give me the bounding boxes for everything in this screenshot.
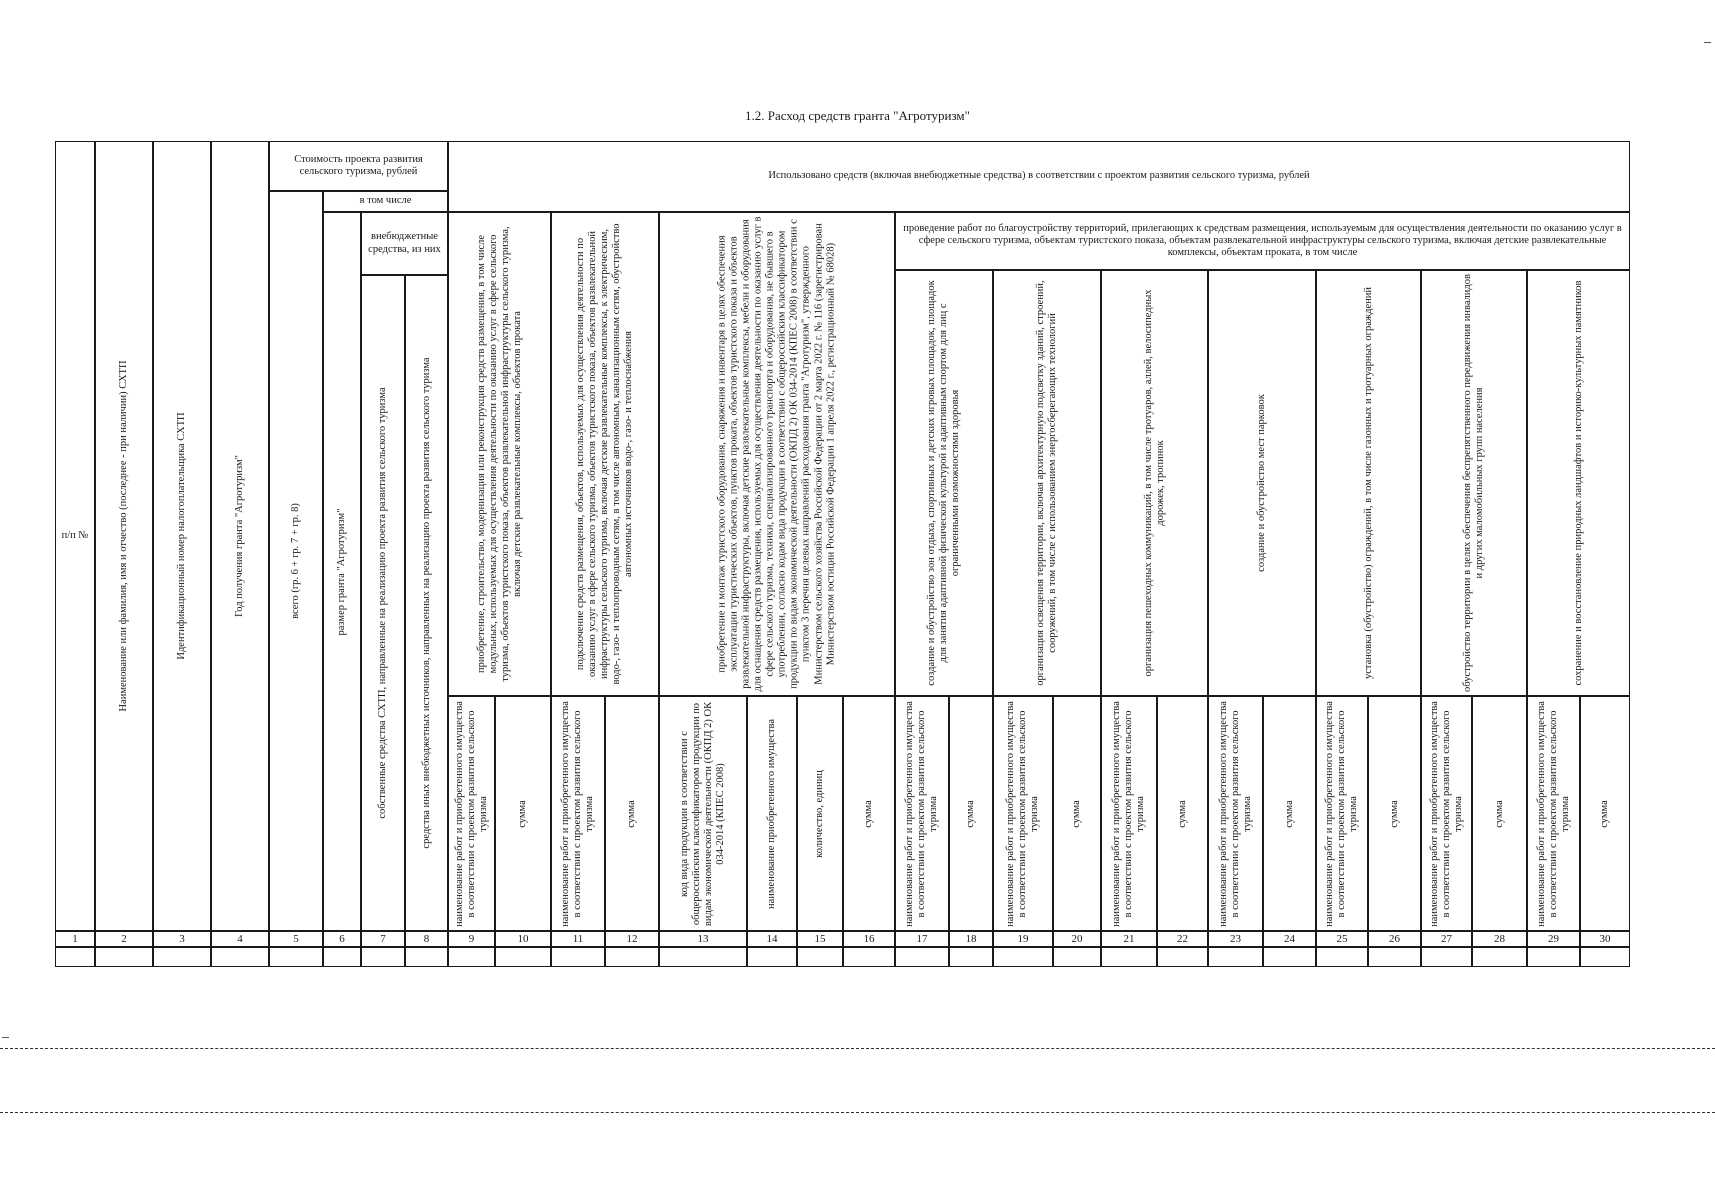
- column-number: 8: [405, 931, 448, 947]
- cell-text: Год получения гранта "Агротуризм": [233, 455, 245, 617]
- header-group-29: [1527, 270, 1630, 696]
- data-cell: [843, 947, 895, 967]
- column-number: 7: [361, 931, 405, 947]
- header-col-17: [895, 696, 949, 931]
- header-col-19: [993, 696, 1053, 931]
- cell-text: установка (обустройство) ограждений, в том числе газонных и тротуарных ограждений: [1362, 287, 1374, 679]
- header-col-9: [448, 696, 495, 931]
- cell-text: Идентификационный номер налогоплательщика СХТП: [175, 412, 187, 660]
- header-col-24: [1263, 696, 1316, 931]
- cell-text: количество, единиц: [813, 769, 825, 858]
- data-cell: [659, 947, 747, 967]
- cell-text: организация пешеходных коммуникаций, в том числе тротуаров, аллей, велосипедных дорожек, тропинок: [1142, 289, 1166, 677]
- data-cell: [993, 947, 1053, 967]
- column-number: 26: [1368, 931, 1421, 947]
- cell-text: наименование работ и приобретенного имущества в соответствии с проектом развития сельского туризма: [559, 700, 596, 927]
- cell-text: Наименование или фамилия, имя и отчество (последнее - при наличии) СХТП: [117, 360, 129, 712]
- cell-text: организация освещения территории, включая архитектурную подсветку зданий, строений, сооружений, в том числе с использованием энергосберегающих технологий: [1034, 280, 1058, 686]
- header-group-23: [1208, 270, 1316, 696]
- column-number: 13: [659, 931, 747, 947]
- cell-text: приобретение и монтаж туристского оборудования, снаряжения и инвентаря в целях обеспечения эксплуатации туристических объектов, пунктов проката, объектов туристского показа и объектов развлекательной инфраструктуры, включая детские развлекательные комплексы, мебели и оборудования для оснащения средств размещения, используемых для осуществления деятельности по оказанию услуг в сфере сельского туризма, техники, специализированного транспорта и оборудования, не бывшего в употреблении, согласно кодам вида продукции в соответствии с общероссийским классификатором продукции по видам экономической деятельности (ОКПД 2) ОК 034-2014 (КПЕС 2008) в соответствии с пунктом 3 перечня целевых направлений расходования гранта "Агротуризм", утвержденного Министерством сельского хозяйства Российской Федерации от 2 марта 2022 г. № 116 (зарегистрирован Министерством юстиции Российской Федерации 1 апреля 2022 г., регистрационный № 68028): [716, 216, 837, 692]
- scan-artifact-mark: [2, 1037, 9, 1038]
- header-group-21: [1101, 270, 1208, 696]
- table-title: 1.2. Расход средств гранта "Агротуризм": [745, 108, 970, 123]
- header-col-22: [1157, 696, 1208, 931]
- data-cell: [361, 947, 405, 967]
- column-number: 18: [949, 931, 993, 947]
- cell-text: код вида продукции в соответствии с общероссийским классификатором продукции по видам экономической деятельности (ОКПД 2) ОК 034-2014 (КПЕС 2008): [678, 701, 727, 926]
- data-cell: [211, 947, 269, 967]
- header-col-10: [495, 696, 551, 931]
- column-number: 24: [1263, 931, 1316, 947]
- data-cell: [448, 947, 495, 967]
- header-group-13: [659, 212, 895, 696]
- data-cell: [323, 947, 361, 967]
- header-col-26: [1368, 696, 1421, 931]
- cell-text: приобретение, строительство, модернизация или реконструкция средств размещения, в том числе модульных, используемых для осуществления деятельности по оказанию услуг в сфере сельского туризма, объектов туристского показа, объектов развлекательной инфраструктуры сельского туризма, включая детские развлекательные комплексы, объектов проката: [475, 226, 523, 682]
- header-col-25: [1316, 696, 1368, 931]
- header-landscaping-group: проведение работ по благоустройству территорий, прилегающих к средствам размещения, используемым для осуществления деятельности по оказанию услуг в сфере сельского туризма, объектам туристского показа, объектам развлекательной инфраструктуры сельского туризма, включая детские развлекательные комплексы, объектам проката, в том числе: [895, 212, 1630, 270]
- cell-text: сумма: [625, 799, 637, 828]
- header-col-28: [1472, 696, 1527, 931]
- header-col-3: [153, 141, 211, 931]
- cell-text: сумма: [964, 799, 976, 828]
- cell-text: наименование работ и приобретенного имущества в соответствии с проектом развития сельского туризма: [903, 700, 940, 927]
- data-cell: [1316, 947, 1368, 967]
- header-offbudget: внебюджетные средства, из них: [361, 212, 448, 275]
- column-number: 4: [211, 931, 269, 947]
- data-cell: [1527, 947, 1580, 967]
- header-col-14: [747, 696, 797, 931]
- header-col-7: [361, 275, 405, 931]
- header-cost-group: Стоимость проекта развития сельского туризма, рублей: [269, 141, 448, 191]
- cell-text: сумма: [1493, 799, 1505, 828]
- data-cell: [153, 947, 211, 967]
- data-cell: [1208, 947, 1263, 967]
- header-col-27: [1421, 696, 1472, 931]
- header-col-29: [1527, 696, 1580, 931]
- column-number: 9: [448, 931, 495, 947]
- header-group-11: [551, 212, 659, 696]
- header-col-11: [551, 696, 605, 931]
- column-number: 19: [993, 931, 1053, 947]
- cell-text: сумма: [862, 799, 874, 828]
- data-cell: [1368, 947, 1421, 967]
- header-col-23: [1208, 696, 1263, 931]
- data-cell: [1263, 947, 1316, 967]
- header-col-2: [95, 141, 153, 931]
- column-number: 2: [95, 931, 153, 947]
- cell-text: сумма: [1388, 799, 1400, 828]
- data-cell: [895, 947, 949, 967]
- cell-text: создание и обустройство зон отдыха, спортивных и детских игровых площадок, площадок для занятия адаптивной физической культурой и адаптивным спортом для лиц с ограниченными возможностями здоровья: [925, 280, 962, 686]
- header-col-16: [843, 696, 895, 931]
- header-col-5: [269, 191, 323, 931]
- cell-text: сохранение и восстановление природных ландшафтов и историко-культурных памятников: [1572, 280, 1584, 686]
- header-col-18: [949, 696, 993, 931]
- column-number: 29: [1527, 931, 1580, 947]
- cell-text: наименование приобретенного имущества: [765, 718, 777, 909]
- column-number: 23: [1208, 931, 1263, 947]
- column-number: 11: [551, 931, 605, 947]
- data-cell: [797, 947, 843, 967]
- cell-text: наименование работ и приобретенного имущества в соответствии с проектом развития сельского туризма: [1004, 700, 1041, 927]
- cell-text: размер гранта "Агротуризм": [335, 508, 347, 635]
- cell-text: сумма: [1283, 799, 1295, 828]
- expense-table: [55, 141, 1630, 967]
- column-number: 14: [747, 931, 797, 947]
- column-number: 10: [495, 931, 551, 947]
- header-col-21: [1101, 696, 1157, 931]
- data-cell: [495, 947, 551, 967]
- header-group-25: [1316, 270, 1421, 696]
- column-number: 27: [1421, 931, 1472, 947]
- data-cell: [1580, 947, 1630, 967]
- column-number: 12: [605, 931, 659, 947]
- header-col-8: [405, 275, 448, 931]
- column-number: 3: [153, 931, 211, 947]
- column-number: 15: [797, 931, 843, 947]
- cell-text: создание и обустройство мест парковок: [1255, 394, 1267, 572]
- header-col-30: [1580, 696, 1630, 931]
- cell-text: наименование работ и приобретенного имущества в соответствии с проектом развития сельского туризма: [1323, 700, 1360, 927]
- data-cell: [269, 947, 323, 967]
- column-number: 25: [1316, 931, 1368, 947]
- column-number: 21: [1101, 931, 1157, 947]
- data-cell: [747, 947, 797, 967]
- cell-text: наименование работ и приобретенного имущества в соответствии с проектом развития сельского туризма: [1217, 700, 1253, 927]
- header-col-4: [211, 141, 269, 931]
- cell-text: сумма: [1598, 799, 1610, 828]
- column-number: 17: [895, 931, 949, 947]
- header-col-20: [1053, 696, 1101, 931]
- header-group-9: [448, 212, 551, 696]
- data-cell: [95, 947, 153, 967]
- cell-text: наименование работ и приобретенного имущества в соответствии с проектом развития сельского туризма: [1110, 700, 1147, 927]
- cell-text: сумма: [1070, 799, 1082, 828]
- data-cell: [949, 947, 993, 967]
- header-col-12: [605, 696, 659, 931]
- scan-artifact-line: [0, 1048, 1715, 1049]
- cell-text: наименование работ и приобретенного имущества в соответствии с проектом развития сельского туризма: [1428, 700, 1464, 927]
- data-cell: [551, 947, 605, 967]
- header-in-that: в том числе: [323, 191, 448, 212]
- data-cell: [405, 947, 448, 967]
- data-cell: [55, 947, 95, 967]
- cell-text: обустройство территории в целях обеспечения беспрепятственного передвижения инвалидов и других маломобильных групп населения: [1461, 274, 1485, 692]
- cell-text: средства иных внебюджетных источников, направленных на реализацию проекта развития сельского туризма: [420, 357, 432, 849]
- header-group-19: [993, 270, 1101, 696]
- header-group-17: [895, 270, 993, 696]
- data-cell: [1157, 947, 1208, 967]
- data-cell: [605, 947, 659, 967]
- column-number: 20: [1053, 931, 1101, 947]
- column-number: 28: [1472, 931, 1527, 947]
- header-used-group: Использовано средств (включая внебюджетные средства) в соответствии с проектом развития сельского туризма, рублей: [448, 141, 1630, 212]
- data-cell: [1421, 947, 1472, 967]
- cell-text: сумма: [516, 799, 528, 828]
- data-cell: [1472, 947, 1527, 967]
- header-group-27: [1421, 270, 1527, 696]
- header-col-6: [323, 212, 361, 931]
- header-col-1: п/п №: [55, 141, 95, 931]
- column-number: 1: [55, 931, 95, 947]
- cell-text: сумма: [1176, 799, 1188, 828]
- header-col-13: [659, 696, 747, 931]
- cell-text: всего (гр. 6 + гр. 7 + гр. 8): [289, 503, 301, 619]
- header-col-15: [797, 696, 843, 931]
- cell-text: наименование работ и приобретенного имущества в соответствии с проектом развития сельского туризма: [1535, 700, 1571, 927]
- column-number: 22: [1157, 931, 1208, 947]
- cell-text: собственные средства СХТП, направленные на реализацию проекта развития сельского туризма: [376, 387, 388, 819]
- column-number: 16: [843, 931, 895, 947]
- column-number: 30: [1580, 931, 1630, 947]
- cell-text: наименование работ и приобретенного имущества в соответствии с проектом развития сельского туризма: [453, 700, 489, 927]
- data-cell: [1053, 947, 1101, 967]
- data-cell: [1101, 947, 1157, 967]
- scan-artifact-mark: [1704, 42, 1711, 43]
- column-number: 5: [269, 931, 323, 947]
- column-number: 6: [323, 931, 361, 947]
- scan-artifact-line: [0, 1112, 1715, 1113]
- cell-text: подключение средств размещения, объектов, используемых для осуществления деятельности по оказанию услуг в сфере сельского туризма, объектов туристского показа, объектов развлекательной инфраструктуры сельского туризма, включая детские развлекательные комплексы, к электрическим, водо-, газо- и теплопроводным сетям, в том числе автономным, канализационным сетям, обустройство автономных источников водо-, газо- и теплоснабжения: [574, 223, 635, 685]
